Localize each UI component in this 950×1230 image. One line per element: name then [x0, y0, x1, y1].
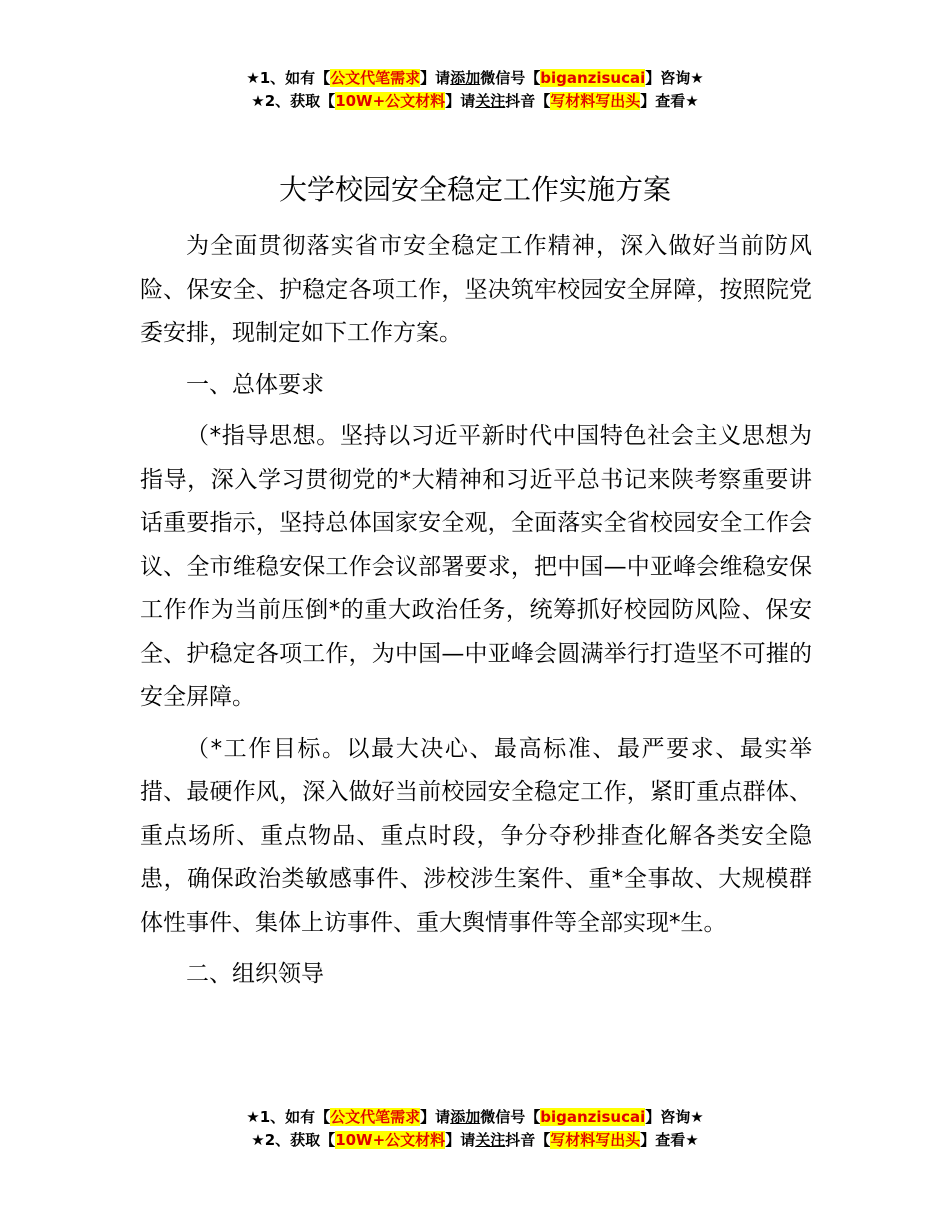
underlined-text: 添加 [450, 69, 481, 87]
paragraph-guiding-ideology: （*指导思想。坚持以习近平新时代中国特色社会主义思想为指导，深入学习贯彻党的*大精神和习近平总书记来陕考察重要讲话重要指示，坚持总体国家安全观，全面落实全省校园安全工作会议、全市维稳安保工作会议部署要求，把中国—中亚峰会维稳安保工作作为当前压倒*的重大政治任务，统筹抓好校园防风险、保安全、护稳定各项工作，为中国—中亚峰会圆满举行打造坚不可摧的安全屏障。 [140, 423, 812, 710]
banner-line-2 [0, 90, 950, 113]
banner-text: ★1、如有【 [246, 1108, 331, 1126]
banner-text: 】请 [420, 1108, 451, 1126]
underlined-text: 关注 [475, 1131, 506, 1149]
highlight-douyin-account: 写材料写出头 [550, 1131, 641, 1149]
banner-text: 抖音【 [505, 1131, 551, 1149]
highlight-service: 公文代笔需求 [330, 69, 421, 87]
paragraph-intro: 为全面贯彻落实省市安全稳定工作精神，深入做好当前防风险、保安全、护稳定各项工作，坚决筑牢校园安全屏障，按照院党委安排，现制定如下工作方案。 [140, 233, 812, 346]
banner-text: 微信号【 [480, 1108, 541, 1126]
bottom-banner [0, 1106, 950, 1152]
banner-text: ★1、如有【 [246, 69, 331, 87]
section-heading-general-requirements: 一、总体要求 [186, 371, 324, 398]
underlined-text: 添加 [450, 1108, 481, 1126]
section-heading-organization: 二、组织领导 [186, 961, 324, 987]
highlight-wechat-id: biganzisucai [540, 69, 646, 87]
highlight-materials: 10W+公文材料 [335, 1131, 446, 1149]
document-body [140, 225, 812, 1005]
banner-text: 】咨询★ [645, 1108, 704, 1126]
banner-line-1 [0, 1106, 950, 1129]
highlight-materials: 10W+公文材料 [335, 92, 446, 110]
banner-text: 】咨询★ [645, 69, 704, 87]
top-banner [0, 67, 950, 113]
banner-text: 微信号【 [480, 69, 541, 87]
paragraph-work-goals: （*工作目标。以最大决心、最高标准、最严要求、最实举措、最硬作风，深入做好当前校园安全稳定工作，紧盯重点群体、重点场所、重点物品、重点时段，争分夺秒排查化解各类安全隐患，确保政治类敏感事件、涉校涉生案件、重*全事故、大规模群体性事件、集体上访事件、重大舆情事件等全部实现*生。 [140, 735, 812, 936]
underlined-text: 关注 [475, 92, 506, 110]
banner-text: 抖音【 [505, 92, 551, 110]
banner-text: ★2、获取【 [251, 1131, 336, 1149]
document-title: 大学校园安全稳定工作实施方案 [278, 173, 671, 206]
banner-text: 】查看★ [640, 1131, 699, 1149]
banner-line-1 [0, 67, 950, 90]
highlight-wechat-id: biganzisucai [540, 1108, 646, 1126]
banner-text: 】请 [445, 1131, 476, 1149]
banner-text: ★2、获取【 [251, 92, 336, 110]
banner-line-2 [0, 1129, 950, 1152]
highlight-douyin-account: 写材料写出头 [550, 92, 641, 110]
banner-text: 】请 [445, 92, 476, 110]
banner-text: 】查看★ [640, 92, 699, 110]
highlight-service: 公文代笔需求 [330, 1108, 421, 1126]
banner-text: 】请 [420, 69, 451, 87]
